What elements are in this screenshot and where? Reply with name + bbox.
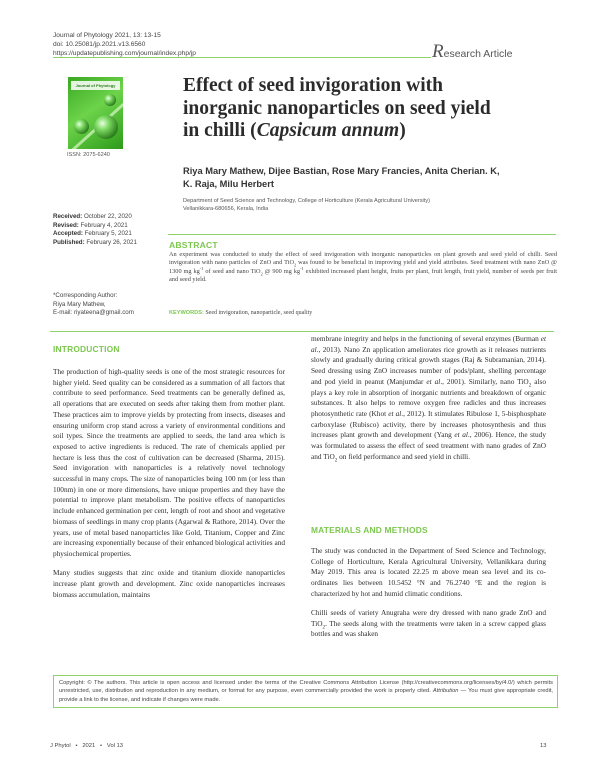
journal-url[interactable]: https://updatepublishing.com/journal/index.php/jp	[53, 50, 196, 58]
published-date: Published: February 26, 2021	[53, 238, 137, 246]
intro-paragraph-3: membrane integrity and helps in the functioning of several enzymes (Burman et al., 2013). Nano Zn application ameliorates rice growth as it releases nutrients slowly and gradually during critical growth stages (Raj & Subramanian, 2014). Seed dressing using ZnO increases number of pods/plant, shelling percentage and pod yield in peanut (Manjumdar et al., 2001). Similarly, nano TiO$_2$ also plays a key role in absorption of inorganic nutrients and breakdown of organic substances. It also helps to remove oxygen free radicles and thus increases photosynthetic rate (Khot et al., 2012). It stimulates Ribulose 1, 5-bisphosphate carboxylase (Rubisco) activity, there by increases photosynthesis and thus increases plant growth and development (Yang et al., 2006). Hence, the study was formulated to assess the effect of seed treatment with nano grades of ZnO and TiO$_2$ on field performance and seed yield in chilli.	[311, 334, 546, 464]
title-line-2: inorganic nanoparticles on seed yield	[183, 97, 491, 119]
methods-heading: MATERIALS AND METHODS	[311, 525, 428, 535]
article-type-label	[432, 41, 512, 63]
header-divider	[53, 57, 431, 58]
keywords-list: Seed invigoration, nanoparticle, seed quality	[205, 310, 313, 316]
affiliation-line-2: Vellanikkara-680656, Kerala, India	[183, 206, 269, 213]
abstract-heading: ABSTRACT	[169, 240, 218, 250]
article-type-initial: R	[432, 41, 444, 62]
methods-paragraph-1: The study was conducted in the Department of Seed Science and Technology, College of Horticulture, Kerala Agricultural University, Vellanikkara during May 2019. This area is located 22.25 m above mean sea level and its co-ordinates lies between 10.5452 °N and 76.2740 °E and the region is characterized by hot and humid climatic conditions.	[311, 546, 546, 598]
revised-date: Revised: February 4, 2021	[53, 221, 128, 229]
article-title	[183, 75, 583, 143]
article-dates	[53, 213, 137, 247]
accepted-date: Accepted: February 5, 2021	[53, 230, 132, 237]
abstract-divider	[168, 234, 556, 235]
column-left	[53, 367, 285, 609]
corresponding-name: Riya Mary Mathew,	[53, 300, 106, 308]
received-date: Received: October 22, 2020	[53, 213, 132, 220]
journal-cover-image	[68, 77, 123, 149]
methods-text	[311, 546, 546, 649]
introduction-heading: INTRODUCTION	[53, 344, 120, 354]
cover-droplet-large	[94, 115, 118, 139]
doi: doi: 10.25081/jp.2021.v13.6560	[53, 41, 146, 49]
keywords	[169, 310, 557, 316]
keywords-label: KEYWORDS:	[169, 310, 204, 316]
cover-droplet-medium	[74, 119, 89, 134]
footer-citation: J Phytol • 2021 • Vol 13	[50, 743, 124, 749]
intro-paragraph-2: Many studies suggests that zinc oxide and titanium dioxide nanoparticles increase plant growth and development. Zinc oxide nanoparticles increases biomass accumulation, maintains	[53, 568, 285, 599]
body-divider	[50, 331, 554, 332]
authors-line-2: K. Raja, Milu Herbert	[183, 179, 274, 189]
cover-banner: Journal of Phytology	[71, 81, 120, 90]
abstract-text: An experiment was conducted to study the effect of seed invigoration with inorganic nanoparticles on plant growth and seed yield of chilli. Seed invigoration with nano particles of ZnO and TiO$_2$ was found to be beneficial in improving yield and yield attributes. Seed treatment with nano ZnO @ 1300 mg $kg^{-1}$ of seed and nano TiO$_2$ @ 900 mg $kg^{-1}$ exhibited increased plant height, fruits per plant, fruit length, fruit yield, number of seeds per fruit and seed yield.	[169, 251, 557, 283]
author-list	[183, 165, 583, 191]
title-line-3-suffix: )	[399, 120, 406, 141]
corresponding-email[interactable]: E-mail: riyateena@gmail.com	[53, 309, 134, 316]
title-species: Capsicum annum	[256, 120, 400, 141]
journal-citation: Journal of Phytology 2021, 13: 13-15	[53, 32, 161, 39]
authors-line-1: Riya Mary Mathew, Dijee Bastian, Rose Mary Francies, Anita Cherian. K,	[183, 166, 500, 176]
article-type-rest: esearch Article	[443, 48, 513, 60]
methods-paragraph-2: Chilli seeds of variety Anugraha were dry dressed with nano grade ZnO and TiO$_2$. The seeds along with the treatments were taken in a screw capped glass bottles and was shaken	[311, 608, 546, 639]
journal-meta	[53, 31, 196, 59]
corresponding-label: *Corresponding Author:	[53, 292, 118, 299]
corresponding-author	[53, 292, 134, 318]
title-line-1: Effect of seed invigoration with	[183, 75, 443, 96]
issn: ISSN: 2075-6240	[67, 152, 110, 158]
copyright-notice: Copyright: © The authors. This article is open access and licensed under the terms of the Creative Commons Attribution License (http://creativecommons.org/licenses/by/4.0/) which permits unrestricted, use, distribution and reproduction in any medium, or format for any purpose, even commercially provided the work is properly cited. Attribution — You must give appropriate credit, provide a link to the license, and indicate if changes were made.	[53, 675, 558, 708]
column-right	[311, 334, 546, 471]
affiliation	[183, 197, 583, 213]
intro-paragraph-1: The production of high-quality seeds is one of the most strategic resources for higher yield. Seed quality can be considered as a summation of all factors that contribute to seed performance. Seed treatments can be generally defined as, all operations that are executed on seeds after taking them from mother plant. These practices aim to improve yields by protecting from insects, diseases and ensuring uniform crop stand across a variety of environmental conditions and soil types. Since the treatments are applied to seeds, the land area which is exposed to active ingredients is reduced. The rate of chemicals applied per hectare is less thus the cost of cultivation can be decreased (Sharma, 2015). Seed invigoration with nanoparticles is a relatively novel technology successful in many crops. The size of nanoparticles being 100 nm (or less than 100nm) in one or more dimensions, have unique properties and they have the potential to improve plant metabolism. The positive effects of nanoparticles include enhanced germination per cent, length of root and shoot and vegetative biomass of seedlings in many crop plants (Agarwal & Rathore, 2014). Over the years, use of metal based nanoparticles like Gold, Titanium, Copper and Zinc are increasing exponentially because of their enhanced biological activities and physiochemical properties.	[53, 367, 285, 558]
affiliation-line-1: Department of Seed Science and Technology, College of Horticulture (Kerala Agricultural University)	[183, 198, 430, 204]
title-line-3	[183, 120, 583, 143]
cover-droplet-small	[104, 94, 116, 106]
page-number: 13	[540, 743, 547, 749]
title-line-3-prefix: in chilli (	[183, 120, 257, 141]
